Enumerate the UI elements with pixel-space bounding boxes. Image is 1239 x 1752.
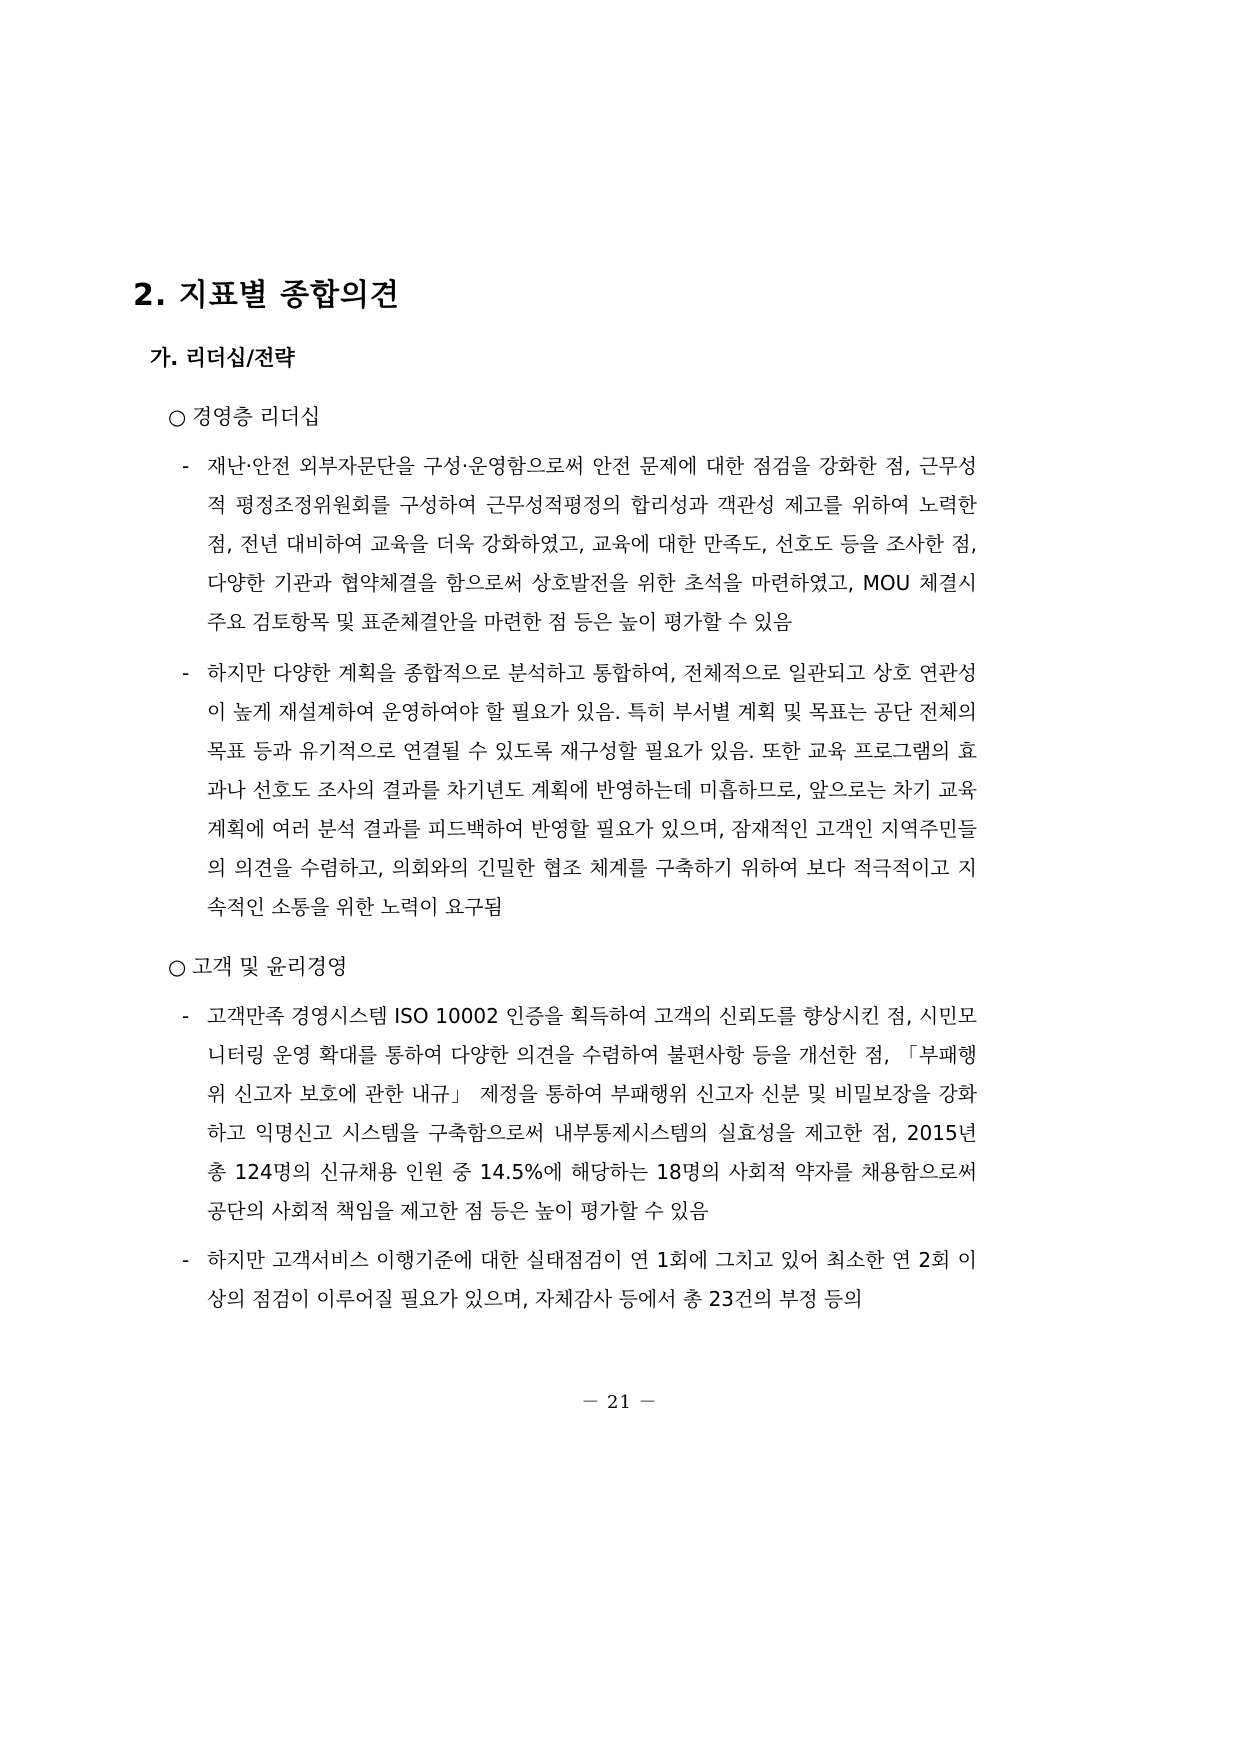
dash-item-text: 고객만족 경영시스템 ISO 10002 인증을 획득하여 고객의 신뢰도를 향상시킨 점, 시민모니터링 운영 확대를 통하여 다양한 의견을 수렴하여 불편사항 등을 개선한 점, 「부패행위 신고자 보호에 관한 내규」 제정을 통하여 부패행위 신고자 신분 및 비밀보장을 강화하고 익명신고 시스템을 구축함으로써 내부통제시스템의 실효성을 제고한 점, 2015년 총 124명의 신규채용 인원 중 14.5%에 해당하는 18명의 사회적 약자를 채용함으로써 공단의 사회적 책임을 제고한 점 등은 높이 평가할 수 있음 <box>207 1004 977 1223</box>
dash-item-text: 하지만 고객서비스 이행기준에 대한 실태점검이 연 1회에 그치고 있어 최소한 연 2회 이상의 점검이 이루어질 필요가 있으며, 자체감사 등에서 총 23건의 부정 등의 <box>207 1248 977 1311</box>
dash-bullet-icon: - <box>182 661 190 685</box>
dash-item-text: 재난·안전 외부자문단을 구성·운영함으로써 안전 문제에 대한 점검을 강화한 점, 근무성적 평정조정위원회를 구성하여 근무성적평정의 합리성과 객관성 제고를 위하여 노력한 점, 전년 대비하여 교육을 더욱 강화하였고, 교육에 대한 만족도, 선호도 등을 조사한 점, 다양한 기관과 협약체결을 함으로써 상호발전을 위한 초석을 마련하였고, MOU 체결시 주요 검토항목 및 표준체결안을 마련한 점 등은 높이 평가할 수 있음 <box>207 454 977 634</box>
page-number: － 21 － <box>581 1392 658 1413</box>
section-title: 2. 지표별 종합의견 <box>133 278 401 313</box>
circle-bullet-icon: ○ <box>168 405 187 429</box>
dash-item <box>182 1241 977 1319</box>
bullet-heading-text: 경영층 리더십 <box>192 405 321 429</box>
dash-item-text: 하지만 다양한 계획을 종합적으로 분석하고 통합하여, 전체적으로 일관되고 상호 연관성이 높게 재설계하여 운영하여야 할 필요가 있음. 특히 부서별 계획 및 목표는 공단 전체의 목표 등과 유기적으로 연결될 수 있도록 재구성할 필요가 있음. 또한 교육 프로그램의 효과나 선호도 조사의 결과를 차기년도 계획에 반영하는데 미흡하므로, 앞으로는 차기 교육계획에 여러 분석 결과를 피드백하여 반영할 필요가 있으며, 잠재적인 고객인 지역주민들의 의견을 수렴하고, 의회와의 긴밀한 협조 체계를 구축하기 위하여 보다 적극적이고 지속적인 소통을 위한 노력이 요구됨 <box>207 661 977 919</box>
dash-bullet-icon: - <box>182 1248 190 1272</box>
circle-bullet-icon: ○ <box>168 955 187 979</box>
dash-bullet-icon: - <box>182 454 190 478</box>
dash-item <box>182 447 977 642</box>
subsection-title: 가. 리더십/전략 <box>150 346 295 370</box>
bullet-heading-leadership <box>168 401 320 431</box>
bullet-heading-text: 고객 및 윤리경영 <box>192 955 348 979</box>
bullet-heading-customer-ethics <box>168 951 347 981</box>
dash-item <box>182 654 977 927</box>
dash-bullet-icon: - <box>182 1004 190 1028</box>
dash-item <box>182 997 977 1231</box>
